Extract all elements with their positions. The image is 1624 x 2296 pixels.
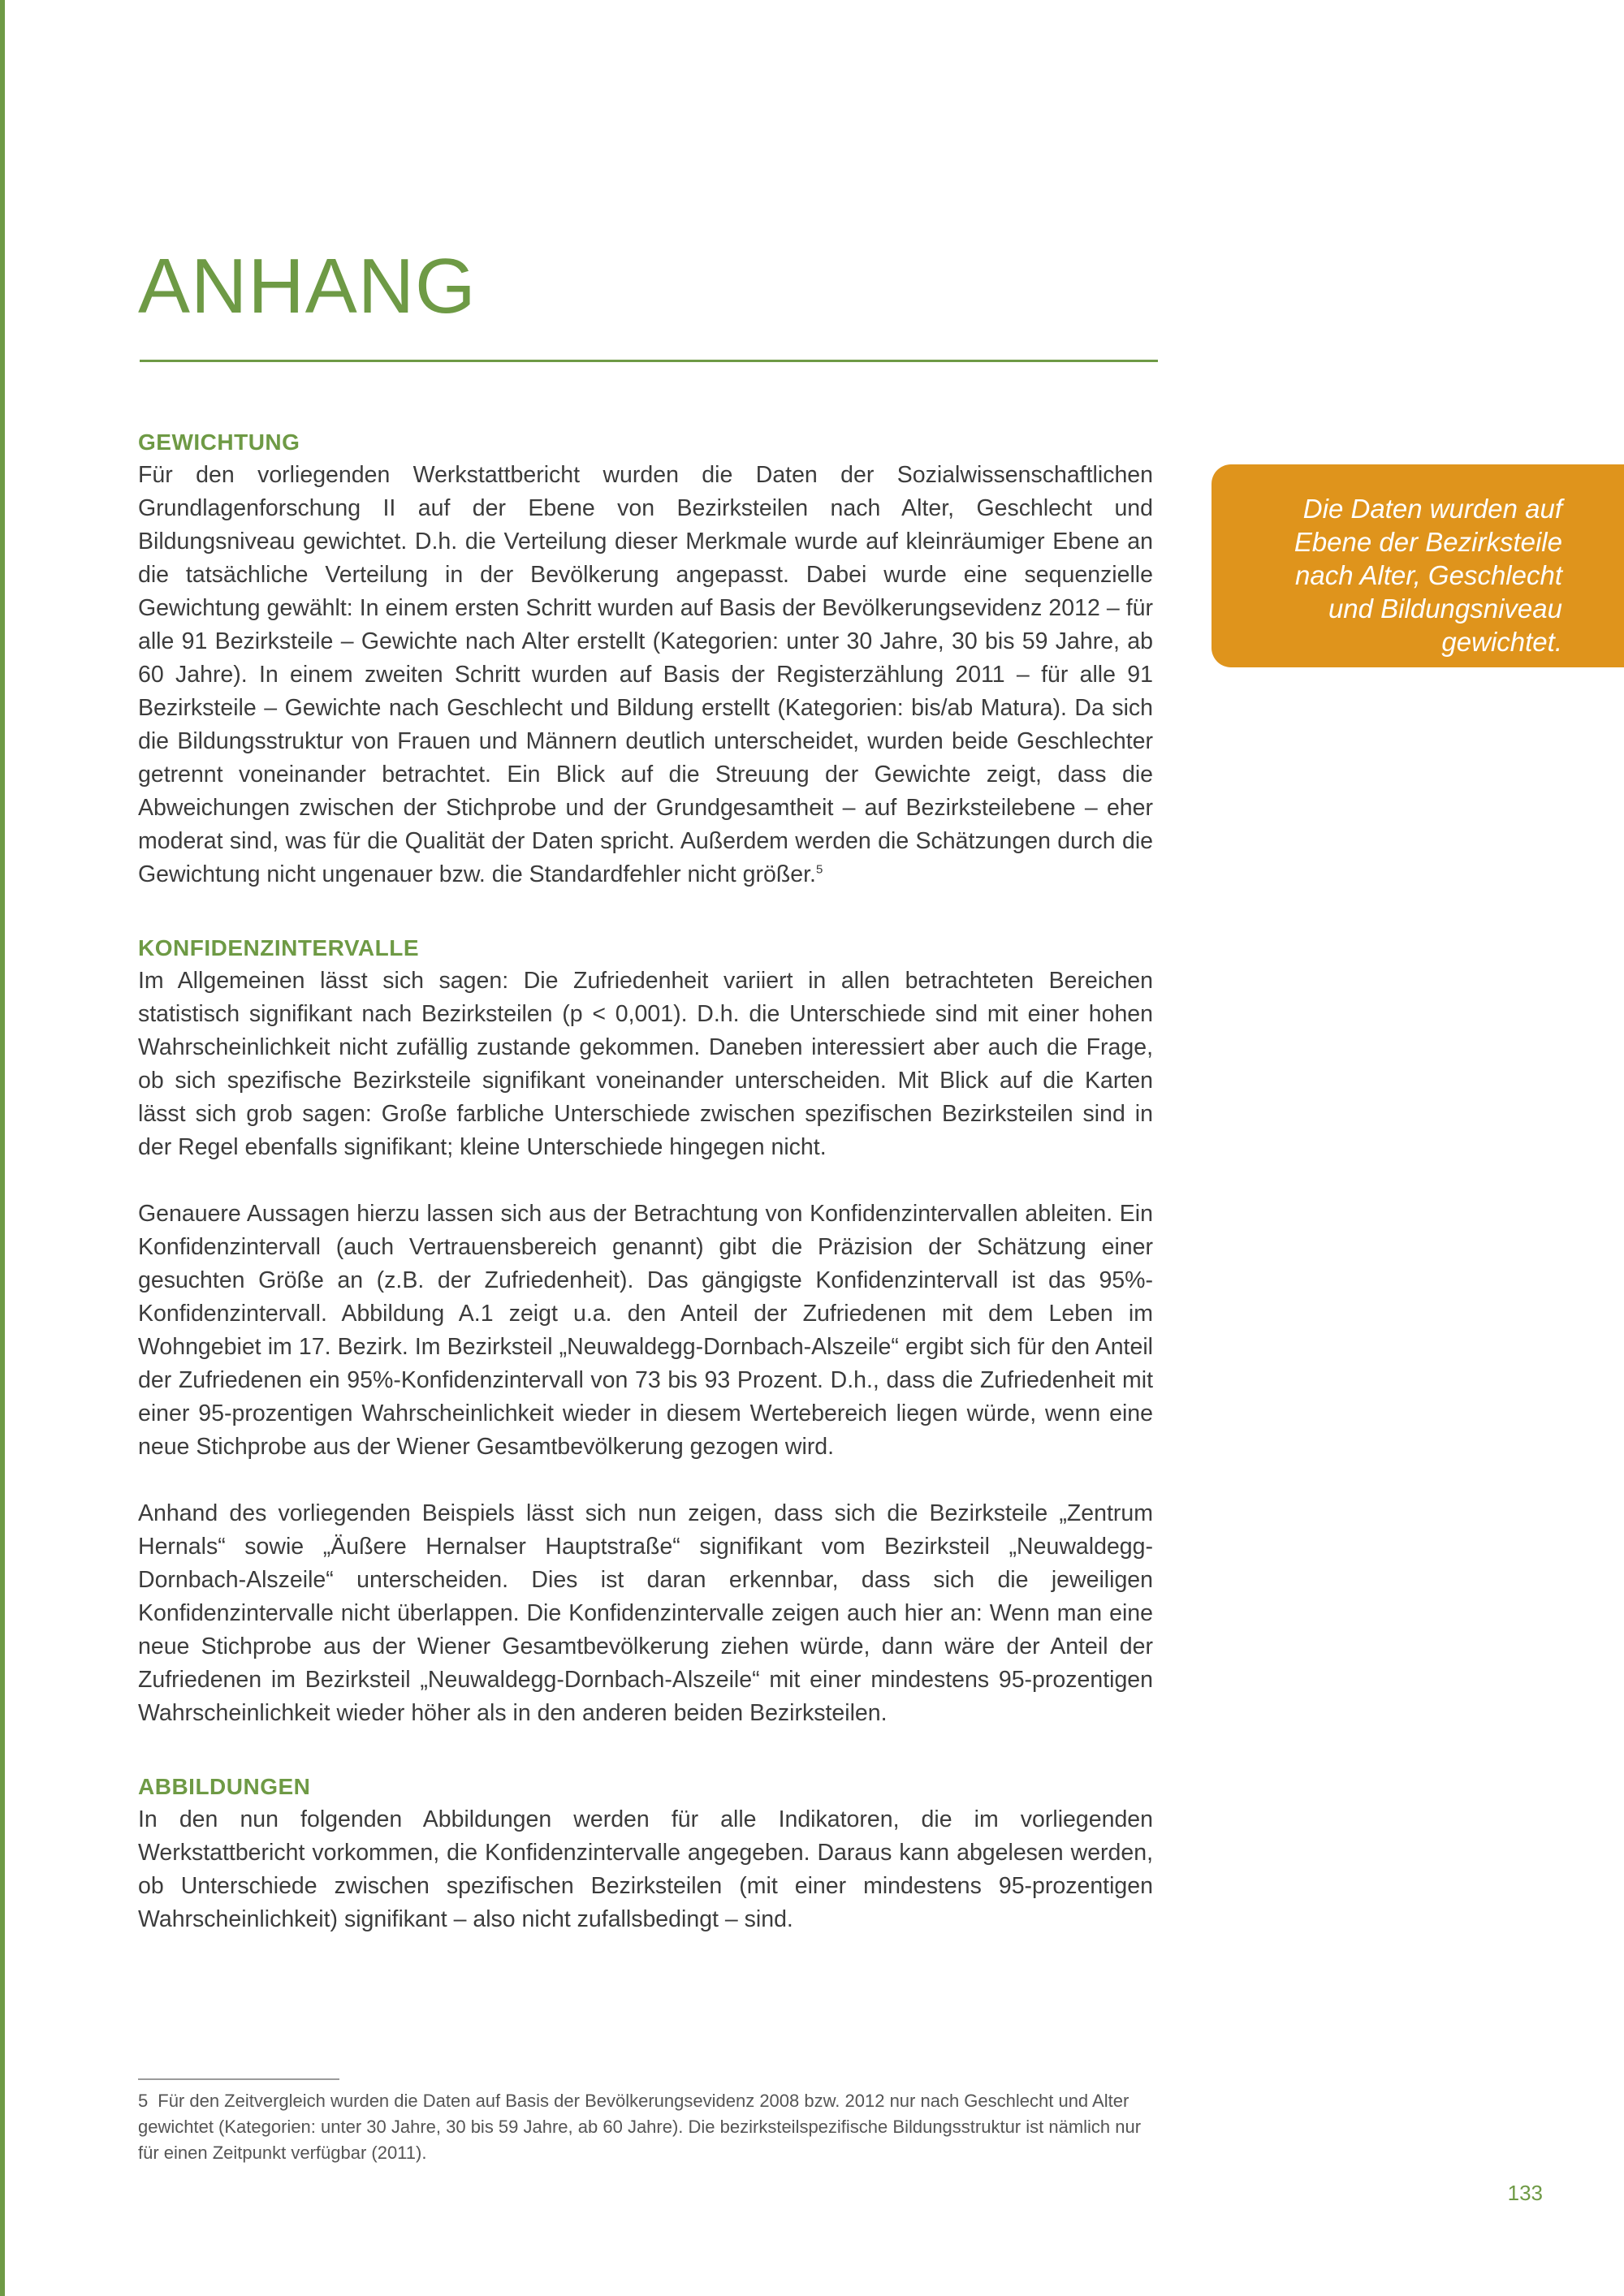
section-heading: GEWICHTUNG xyxy=(138,429,300,455)
section-gewichtung xyxy=(138,426,1153,891)
section-paragraph: Anhand des vorliegenden Beispiels lässt sich nun zeigen, dass sich die Bezirksteile „Zentrum Hernals“ sowie „Äußere Hernalser Hauptstraße“ signifikant vom Bezirksteil „Neuwaldegg-Dornbach-Alszeile“ unterscheiden. Dies ist daran erkennbar, dass sich die jeweiligen Konfidenzintervalle nicht überlappen. Die Konfidenzintervalle zeigen auch hier an: Wenn man eine neue Stichprobe aus der Wiener Gesamtbevölkerung ziehen würde, dann wäre der Anteil der Zufriedenen im Bezirksteil „Neuwaldegg-Dornbach-Alszeile“ mit einer mindestens 95-prozentigen Wahrscheinlichkeit wieder höher als in den anderen beiden Bezirksteilen. xyxy=(138,1500,1153,1726)
main-content xyxy=(138,426,1153,1977)
section-konfidenzintervalle xyxy=(138,932,1153,1730)
pull-quote-callout xyxy=(1212,464,1624,667)
section-paragraph xyxy=(138,459,1153,891)
section-heading: KONFIDENZINTERVALLE xyxy=(138,935,420,960)
section-paragraph: Im Allgemeinen lässt sich sagen: Die Zufriedenheit variiert in allen betrachteten Bereichen statistisch signifikant nach Bezirksteilen (p < 0,001). D.h. die Unterschiede sind mit einer hohen Wahrscheinlichkeit nicht zufällig zustande gekommen. Daneben interessiert aber auch die Frage, ob sich spezifische Bezirksteile signifikant voneinander unterscheiden. Mit Blick auf die Karten lässt sich grob sagen: Große farbliche Unterschiede zwischen spezifischen Bezirksteilen sind in der Regel ebenfalls signifikant; kleine Unterschiede hingegen nicht. xyxy=(138,968,1153,1160)
title-divider xyxy=(140,360,1158,362)
footnote-number: 5 xyxy=(138,2091,149,2111)
page-number: 133 xyxy=(1507,2181,1543,2205)
paragraph-text: Für den vorliegenden Werkstattbericht wurden die Daten der Sozialwissenschaftlichen Grundlagenforschung II auf der Ebene von Bezirksteilen nach Alter, Geschlecht und Bildungsniveau gewichtet. D.h. die Verteilung dieser Merkmale wurde auf kleinräumiger Ebene an die tatsächliche Verteilung in der Bevölkerung angepasst. Dabei wurde eine sequenzielle Gewichtung gewählt: In einem ersten Schritt wurden auf Basis der Bevölkerungsevidenz 2012 – für alle 91 Bezirksteile – Gewichte nach Alter erstellt (Kategorien: unter 30 Jahre, 30 bis 59 Jahre, ab 60 Jahre). In einem zweiten Schritt wurden auf Basis der Registerzählung 2011 – für alle 91 Bezirksteile – Gewichte nach Geschlecht und Bildung erstellt (Kategorien: bis/ab Matura). Da sich die Bildungsstruktur von Frauen und Männern deutlich unterscheidet, wurden beide Geschlechter getrennt voneinander betrachtet. Ein Blick auf die Streuung der Gewichte zeigt, dass die Abweichungen zwischen der Stichprobe und der Grundgesamtheit – auf Bezirksteilebene – eher moderat sind, was für die Qualität der Daten spricht. Außerdem werden die Schätzungen durch die Gewichtung nicht ungenauer bzw. die Standardfehler nicht größer. xyxy=(138,462,1153,887)
section-paragraph: Genauere Aussagen hierzu lassen sich aus der Betrachtung von Konfidenzintervallen ableiten. Ein Konfidenzintervall (auch Vertrauensbereich genannt) gibt die Präzision der Schätzung einer gesuchten Größe an (z.B. der Zufriedenheit). Das gängigste Konfidenzintervall ist das 95%-Konfidenzintervall. Abbildung A.1 zeigt u.a. den Anteil der Zufriedenen mit dem Leben im Wohngebiet im 17. Bezirk. Im Bezirksteil „Neuwaldegg-Dornbach-Alszeile“ ergibt sich für den Anteil der Zufriedenen ein 95%-Konfidenzintervall von 73 bis 93 Prozent. D.h., dass die Zufriedenheit mit einer 95-prozentigen Wahrscheinlichkeit wieder in diesem Wertebereich liegen würde, wenn eine neue Stichprobe aus der Wiener Gesamtbevölkerung gezogen wird. xyxy=(138,1201,1153,1460)
footnote-reference[interactable]: 5 xyxy=(815,862,823,877)
footnote xyxy=(138,2088,1153,2166)
page-title: ANHANG xyxy=(138,243,477,330)
left-margin-rule xyxy=(0,0,5,2296)
section-heading: ABBILDUNGEN xyxy=(138,1774,311,1799)
footnote-divider xyxy=(138,2078,339,2080)
section-paragraph: In den nun folgenden Abbildungen werden für alle Indikatoren, die im vorliegenden Werkstattbericht vorkommen, die Konfidenzintervalle angegeben. Daraus kann abgelesen werden, ob Unterschiede zwischen spezifischen Bezirksteilen (mit einer mindestens 95-prozentigen Wahrscheinlichkeit) signifikant – also nicht zufallsbedingt – sind. xyxy=(138,1806,1153,1932)
callout-text: Die Daten wurden auf Ebene der Bezirksteile nach Alter, Geschlecht und Bildungsniveau gewichtet. xyxy=(1294,494,1562,657)
footnote-text: Für den Zeitvergleich wurden die Daten auf Basis der Bevölkerungsevidenz 2008 bzw. 2012 nur nach Geschlecht und Alter gewichtet (Kategorien: unter 30 Jahre, 30 bis 59 Jahre, ab 60 Jahre). Die bezirksteilspezifische Bildungsstruktur ist nämlich nur für einen Zeitpunkt verfügbar (2011). xyxy=(138,2091,1142,2163)
section-abbildungen xyxy=(138,1771,1153,1936)
